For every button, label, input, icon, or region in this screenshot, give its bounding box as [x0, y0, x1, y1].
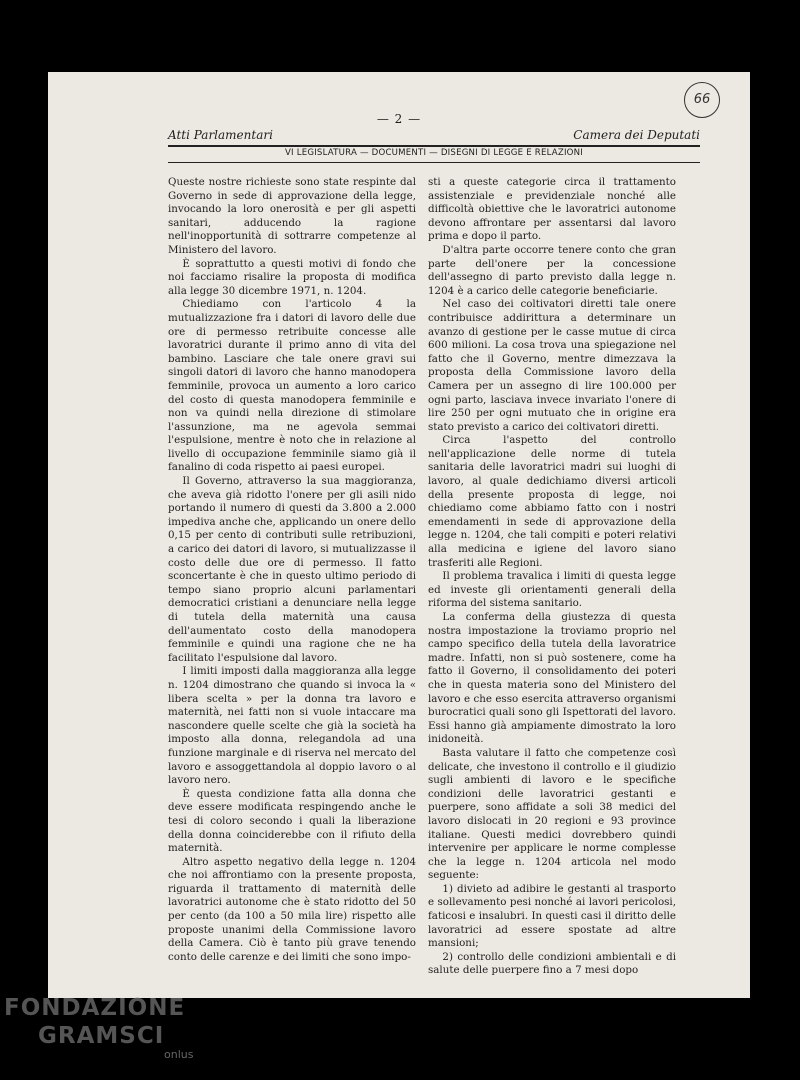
list-item: 1) divieto ad adibire le gestanti al trasporto e sollevamento pesi nonché ai lavori pericolosi, faticosi e insalubri. In questi casi il diritto delle lavoratrici ad essere spostate ad altre mansioni;	[428, 882, 676, 950]
watermark-line3: onlus	[164, 1048, 194, 1061]
fondazione-gramsci-watermark	[4, 994, 194, 1061]
paragraph: D'altra parte occorre tenere conto che gran parte dell'onere per la concessione dell'assegno di parto previsto dalla legge n. 1204 è a carico delle categorie beneficiarie.	[428, 243, 676, 297]
paragraph: È soprattutto a questi motivi di fondo che noi facciamo risalire la proposta di modifica alla legge 30 dicembre 1971, n. 1204.	[168, 257, 416, 297]
handwritten-page-mark: 66	[684, 82, 720, 118]
paragraph: Basta valutare il fatto che competenze così delicate, che investono il controllo e il giudizio sugli ambienti di lavoro e le specifiche condizioni delle lavoratrici gestanti e puerpere, sono affidate a soli 38 medici del lavoro dislocati in 20 regioni e 93 province italiane. Questi medici dovrebbero quindi intervenire per applicare le norme complesse che la legge n. 1204 articola nel modo seguente:	[428, 746, 676, 882]
paragraph: Il problema travalica i limiti di questa legge ed investe gli orientamenti generali della riforma del sistema sanitario.	[428, 570, 676, 610]
header-right: Camera dei Deputati	[573, 128, 700, 142]
right-column	[428, 176, 676, 978]
paragraph: La conferma della giustezza di questa nostra impostazione la troviamo proprio nel campo specifico della tutela della lavoratrice madre. Infatti, non si può sostenere, come ha fatto il Governo, il consolidamento dei poteri che in questa materia sono del Ministero del lavoro e che esso esercita attraverso organismi burocratici quali sono gli Ispettorati del lavoro. Essi hanno già ampiamente dimostrato la loro inidoneità.	[428, 611, 676, 746]
legislature-subheader: VI LEGISLATURA — DOCUMENTI — DISEGNI DI LEGGE E RELAZIONI	[284, 148, 584, 158]
paragraph: Il Governo, attraverso la sua maggioranza, che aveva già ridotto l'onere per gli asili nido portando il numero di questi da 3.800 a 2.000 impediva anche che, applicando un onere dello 0,15 per cento di contributi sulle retribuzioni, a carico dei datori di lavoro, si mutualizzasse il costo delle due ore di permesso. Il fatto sconcertante è che in questo ultimo periodo di tempo siano proprio alcuni parlamentari democratici cristiani a denunciare nella legge di tutela della maternità una causa dell'aumentato costo della manodopera femminile e quindi una ragione che ne ha facilitato l'espulsione dal lavoro.	[168, 475, 416, 664]
paragraph: sti a queste categorie circa il trattamento assistenziale e previdenziale nonché alle difficoltà obiettive che le lavoratrici autonome devono affrontare per assentarsi dal lavoro prima e dopo il parto.	[428, 176, 676, 243]
left-column	[168, 176, 416, 964]
paragraph: Nel caso dei coltivatori diretti tale onere contribuisce addirittura a determinare un avanzo di gestione per le casse mutue di circa 600 milioni. La cosa trova una spiegazione nel fatto che il Governo, mentre dimezzava la proposta della Commissione lavoro della Camera per un assegno di lire 100.000 per ogni parto, lasciava invece invariato l'onere di lire 250 per ogni mutuato che in origine era stato previsto a carico dei coltivatori diretti.	[428, 298, 676, 433]
subheader-rule	[168, 162, 700, 163]
header-left: Atti Parlamentari	[168, 128, 273, 142]
header-rule	[168, 145, 700, 147]
page-number: — 2 —	[376, 112, 422, 126]
paragraph: Chiediamo con l'articolo 4 la mutualizzazione fra i datori di lavoro delle due ore di permesso retribuite concesse alle lavoratrici durante il primo anno di vita del bambino. Lasciare che tale onere gravi sui singoli datori di lavoro che hanno manodopera femminile, provoca un aumento a loro carico del costo di questa manodopera femminile e non va quindi nella direzione di stimolare l'assunzione, ma ne agevola semmai l'espulsione, mentre è noto che in relazione al livello di occupazione femminile siamo già il fanalino di coda rispetto ai paesi europei.	[168, 298, 416, 474]
paragraph: Circa l'aspetto del controllo nell'applicazione delle norme di tutela sanitaria delle lavoratrici madri sui luoghi di lavoro, al quale dedichiamo diversi articoli della presente proposta di legge, noi chiediamo come abbiamo fatto con i nostri emendamenti in sede di approvazione della legge n. 1204, che tali compiti e poteri relativi alla medicina e igiene del lavoro siano trasferiti alle Regioni.	[428, 434, 676, 569]
paragraph: Queste nostre richieste sono state respinte dal Governo in sede di approvazione della legge, invocando la loro onerosità e per gli aspetti sanitari, adducendo la ragione nell'inopportunità di sottrarre competenze al Ministero del lavoro.	[168, 176, 416, 256]
paragraph: È questa condizione fatta alla donna che deve essere modificata respingendo anche le tesi di coloro secondo i quali la liberazione della donna coinciderebbe con il rifiuto della maternità.	[168, 787, 416, 855]
document-page	[48, 72, 750, 998]
list-item: 2) controllo delle condizioni ambientali e di salute delle puerpere fino a 7 mesi dopo	[428, 950, 676, 977]
paragraph: Altro aspetto negativo della legge n. 1204 che noi affrontiamo con la presente proposta, riguarda il trattamento di maternità delle lavoratrici autonome che è stato ridotto del 50 per cento (da 100 a 50 mila lire) rispetto alle proposte unanimi della Commissione lavoro della Camera. Ciò è tanto più grave tenendo conto delle carenze e dei limiti che sono impo-	[168, 855, 416, 963]
paragraph: I limiti imposti dalla maggioranza alla legge n. 1204 dimostrano che quando si invoca la « libera scelta » per la donna tra lavoro e maternità, nei fatti non si vuole intaccare ma nascondere quelle scelte che già la società ha imposto alla donna, relegandola ad una funzione marginale e di riserva nel mercato del lavoro e assoggettandola al doppio lavoro o al lavoro nero.	[168, 665, 416, 787]
watermark-line2: GRAMSCI	[38, 1023, 165, 1049]
watermark-line1: FONDAZIONE	[4, 995, 186, 1021]
